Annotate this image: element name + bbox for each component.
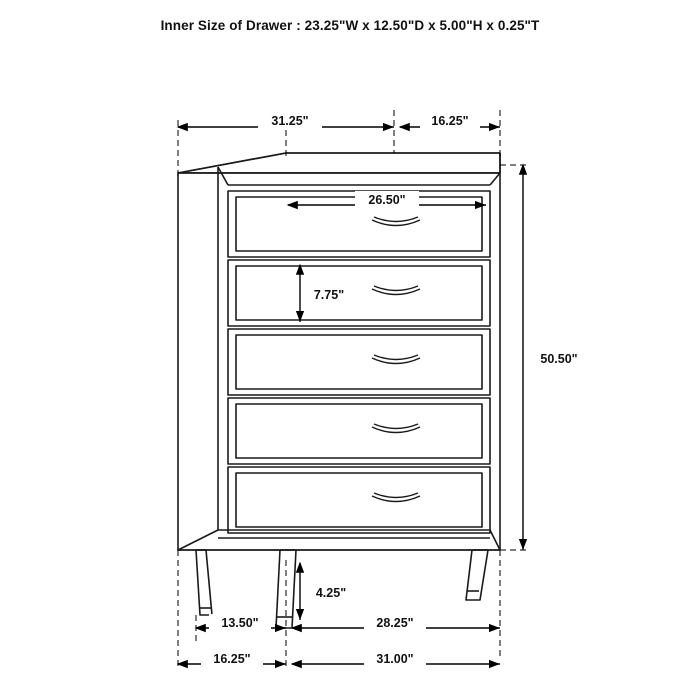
dimension-top-front-width [178,113,394,128]
dimension-label: 16.25" [431,114,469,128]
dimension-outer-side-depth [178,650,286,666]
dimension-label: 26.50" [368,193,406,207]
dimension-label: 7.75" [313,288,345,302]
dimension-label: 28.25" [376,616,414,630]
dimension-label: 13.50" [221,616,259,630]
page-title: Inner Size of Drawer : 23.25"W x 12.50"D x 5.00"H x 0.25"T [160,18,540,33]
dimension-side-base-depth [196,614,286,630]
dimension-label: 31.00" [376,652,414,666]
dimension-label: 50.50" [540,352,578,366]
chest-dimension-diagram [0,60,700,690]
dimension-label: 4.25" [315,586,347,600]
dimension-base-front-width [292,614,500,630]
dimension-top-side-depth [400,113,500,128]
dimension-overall-height [523,165,590,550]
dimension-outer-front-width [292,650,500,666]
dimension-label: 31.25" [271,114,309,128]
chest-outline [178,153,500,628]
dimension-label: 16.25" [213,652,251,666]
dimension-leg-height [300,563,358,620]
